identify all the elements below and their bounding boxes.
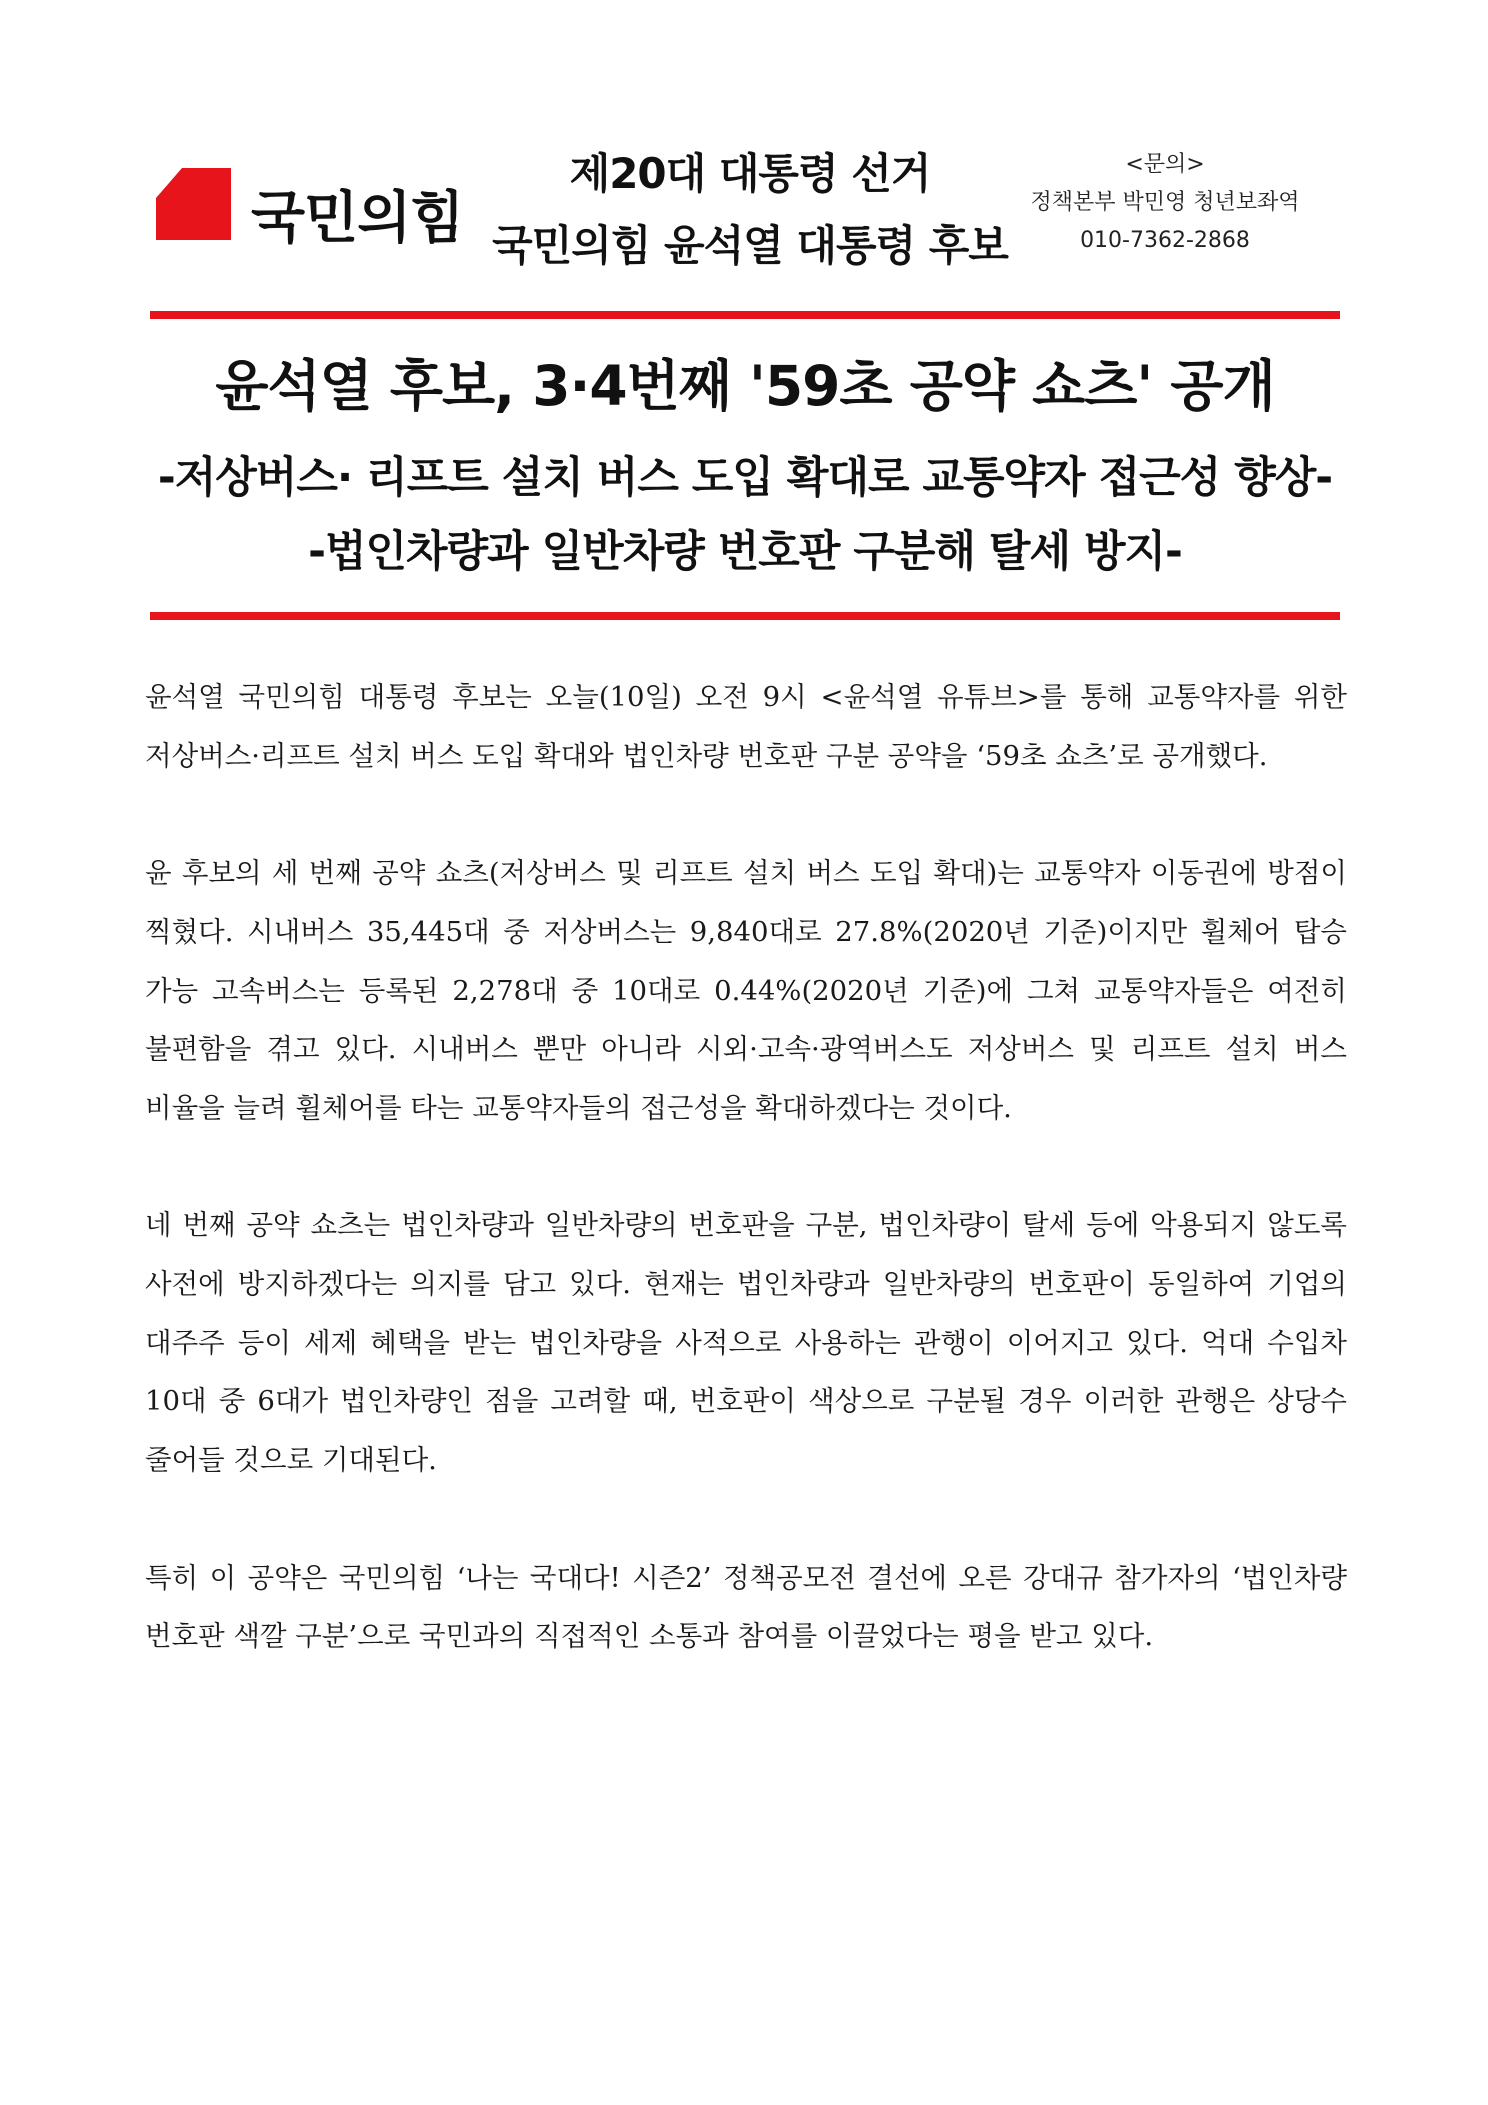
contact-label: <문의> <box>1125 152 1205 177</box>
party-logo <box>156 160 486 250</box>
article-body <box>145 668 1347 1725</box>
election-title <box>490 138 1010 282</box>
bottom-divider <box>150 612 1340 620</box>
contact-phone: 010-7362-2868 <box>1080 228 1250 253</box>
subheadline-2: -법인차량과 일반차량 번호판 구분해 탈세 방지- <box>308 527 1182 577</box>
election-title-line1: 제20대 대통령 선거 <box>569 149 931 198</box>
party-logo-mark-icon <box>156 168 231 240</box>
top-divider <box>150 311 1340 319</box>
paragraph-1: 윤석열 국민의힘 대통령 후보는 오늘(10일) 오전 9시 <윤석열 유튜브>를 통해 교통약자를 위한 저상버스·리프트 설치 버스 도입 확대와 법인차량 번호판 구분 공약을 ‘59초 쇼츠’로 공개했다. <box>145 681 1347 772</box>
contact-person: 정책본부 박민영 청년보좌역 <box>1030 190 1300 215</box>
header <box>150 138 1340 278</box>
paragraph-4: 특히 이 공약은 국민의힘 ‘나는 국대다! 시즌2’ 정책공모전 결선에 오른 강대규 참가자의 ‘법인차량 번호판 색깔 구분’으로 국민과의 직접적인 소통과 참여를 이끌었다는 평을 받고 있다. <box>145 1561 1347 1653</box>
headline: 윤석열 후보, 3·4번째 '59초 공약 쇼츠' 공개 <box>215 354 1275 418</box>
party-logo-text: 국민의힘 <box>251 186 464 251</box>
paragraph-2: 윤 후보의 세 번째 공약 쇼츠(저상버스 및 리프트 설치 버스 도입 확대)는 교통약자 이동권에 방점이 찍혔다. 시내버스 35,445대 중 저상버스는 9,840대로 27.8%(2020년 기준)이지만 휠체어 탑승 가능 고속버스는 등록된 2,278대 중 10대로 0.44%(2020년 기준)에 그쳐 교통약자들은 여전히 불편함을 겪고 있다. 시내버스 뿐만 아니라 시외·고속·광역버스도 저상버스 및 리프트 설치 버스 비율을 늘려 휠체어를 타는 교통약자들의 접근성을 확대하겠다는 것이다. <box>145 857 1347 1124</box>
subheadline-1: -저상버스· 리프트 설치 버스 도입 확대로 교통약자 접근성 향상- <box>157 453 1333 503</box>
paragraph-3: 네 번째 공약 쇼츠는 법인차량과 일반차량의 번호판을 구분, 법인차량이 탈세 등에 악용되지 않도록 사전에 방지하겠다는 의지를 담고 있다. 현재는 법인차량과 일반차량의 번호판이 동일하여 기업의 대주주 등이 세제 혜택을 받는 법인차량을 사적으로 사용하는 관행이 이어지고 있다. 억대 수입차 10대 중 6대가 법인차량인 점을 고려할 때, 번호판이 색상으로 구분될 경우 이러한 관행은 상당수 줄어들 것으로 기대된다. <box>145 1209 1347 1477</box>
contact-info <box>985 146 1345 260</box>
election-title-line2: 국민의힘 윤석열 대통령 후보 <box>492 221 1008 270</box>
